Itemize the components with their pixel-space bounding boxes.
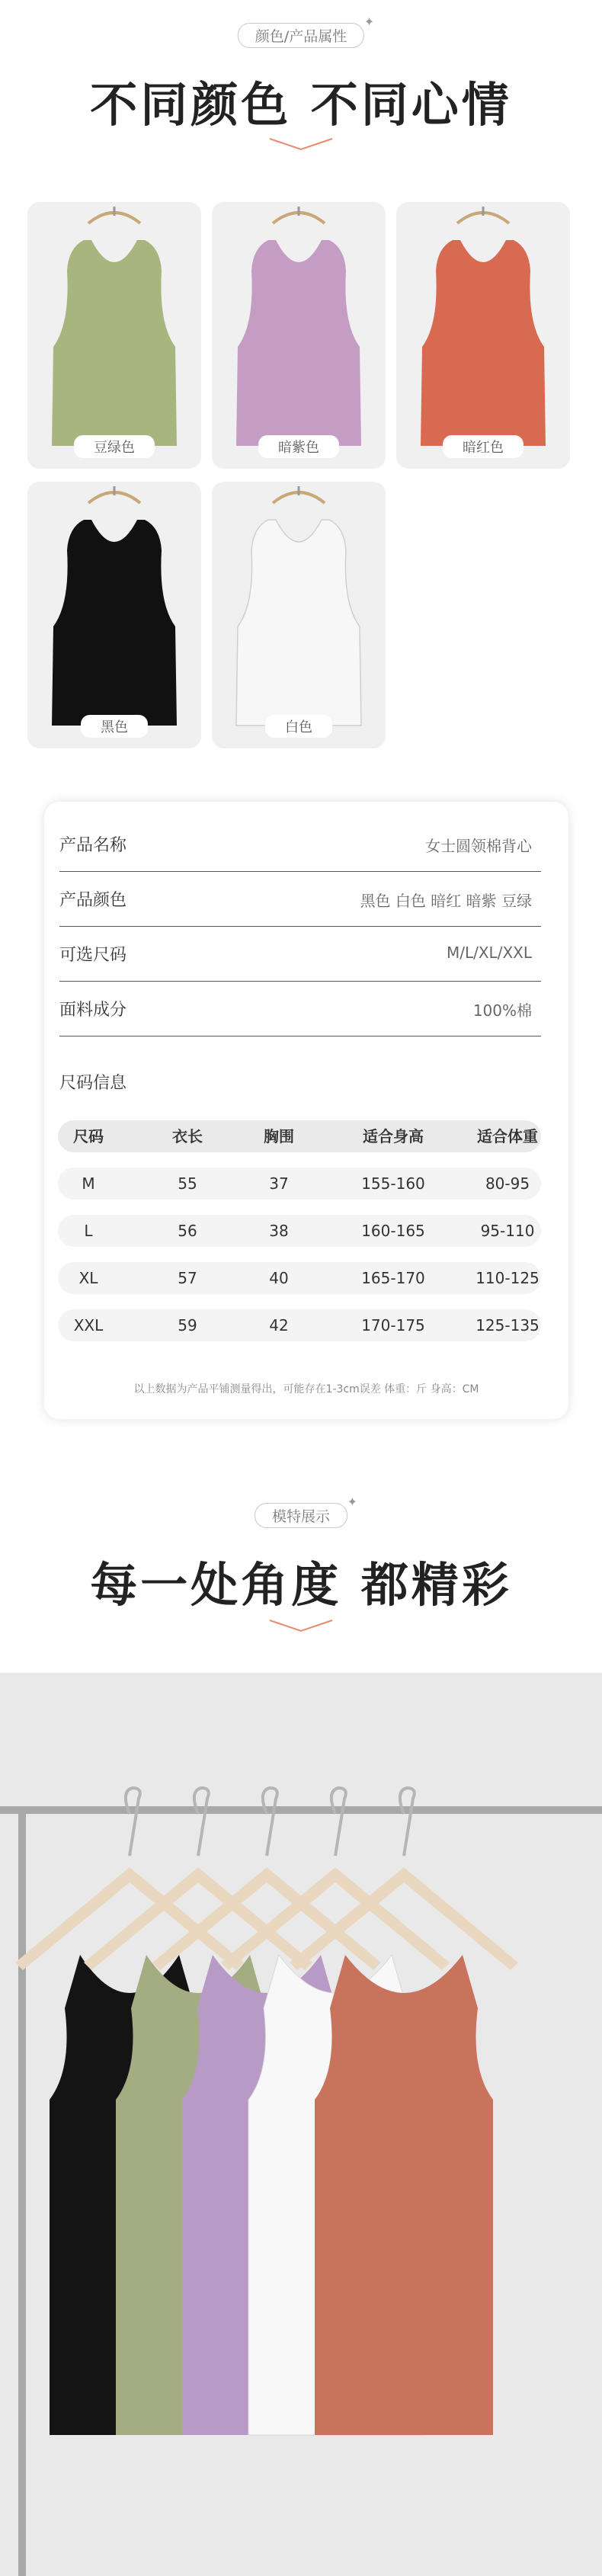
size-table-cell: 胸围 bbox=[264, 1127, 294, 1145]
size-table-cell: 适合体重 bbox=[477, 1127, 538, 1145]
spec-value: 女士圆领棉背心 bbox=[425, 837, 532, 855]
size-table-cell: 170-175 bbox=[361, 1316, 425, 1334]
section-pill-colors bbox=[238, 14, 375, 48]
size-table-row bbox=[58, 1215, 541, 1247]
headline-model: 每一处角度 都精彩 bbox=[90, 1557, 512, 1613]
size-table-cell: 适合身高 bbox=[363, 1127, 424, 1145]
chevron-down-icon bbox=[268, 136, 334, 152]
size-table-row bbox=[58, 1262, 541, 1294]
clothing-rack-bar bbox=[0, 1806, 602, 1814]
size-table-cell: 38 bbox=[269, 1222, 289, 1240]
chevron-down-icon bbox=[268, 1617, 334, 1634]
size-table-cell: 衣长 bbox=[172, 1127, 203, 1145]
color-card-label: 豆绿色 bbox=[74, 435, 155, 458]
size-info-title: 尺码信息 bbox=[59, 1074, 127, 1093]
color-card-white[interactable] bbox=[212, 482, 386, 748]
size-table-cell: 110-125 bbox=[476, 1269, 540, 1287]
size-table-cell: 95-110 bbox=[480, 1222, 535, 1240]
size-table-cell: XXL bbox=[73, 1316, 104, 1334]
color-card-label: 暗紫色 bbox=[258, 435, 339, 458]
section-pill-model bbox=[255, 1495, 358, 1528]
tank-top-image bbox=[27, 202, 201, 469]
spec-panel bbox=[44, 802, 568, 1419]
size-table-cell: 57 bbox=[178, 1269, 197, 1287]
color-card-dark-purple[interactable] bbox=[212, 202, 386, 469]
size-note: 以上数据为产品平铺测量得出，可能存在1-3cm误差 体重：斤 身高：CM bbox=[133, 1383, 479, 1395]
size-table-cell: 80-95 bbox=[485, 1174, 530, 1193]
tank-top-image bbox=[212, 202, 386, 469]
section-pill-label: 颜色/产品属性 bbox=[255, 28, 347, 45]
spec-value: 黑色 白色 暗红 暗紫 豆绿 bbox=[360, 892, 532, 910]
color-card-dark-red[interactable] bbox=[396, 202, 570, 469]
color-card-label: 白色 bbox=[265, 715, 332, 738]
size-table-cell: M bbox=[82, 1174, 95, 1193]
spec-row bbox=[59, 817, 541, 872]
color-card-label: 暗红色 bbox=[443, 435, 524, 458]
spec-key: 产品颜色 bbox=[59, 891, 127, 910]
color-card-bean-green[interactable] bbox=[27, 202, 201, 469]
size-table-cell: 59 bbox=[178, 1316, 197, 1334]
size-table-row bbox=[58, 1309, 541, 1341]
size-table-cell: 40 bbox=[269, 1269, 289, 1287]
color-card-black[interactable] bbox=[27, 482, 201, 748]
spec-key: 产品名称 bbox=[59, 836, 127, 855]
sparkle-icon: ✦ bbox=[347, 1495, 358, 1509]
spec-key: 可选尺码 bbox=[59, 946, 127, 965]
sparkle-icon: ✦ bbox=[363, 14, 375, 29]
size-table-cell: 42 bbox=[269, 1316, 289, 1334]
size-table bbox=[58, 1120, 541, 1357]
size-table-cell: 160-165 bbox=[361, 1222, 425, 1240]
tank-top-image bbox=[212, 482, 386, 748]
size-table-cell: 165-170 bbox=[361, 1269, 425, 1287]
size-table-header bbox=[58, 1120, 541, 1152]
color-card-label: 黑色 bbox=[81, 715, 148, 738]
size-table-cell: 尺码 bbox=[73, 1127, 104, 1145]
size-table-cell: L bbox=[84, 1222, 93, 1240]
spec-value: 100%棉 bbox=[472, 1001, 532, 1020]
size-table-cell: 37 bbox=[269, 1174, 289, 1193]
size-table-cell: XL bbox=[78, 1269, 98, 1287]
spec-value: M/L/XL/XXL bbox=[446, 944, 532, 962]
hanging-tanks-illustration bbox=[0, 1673, 602, 2576]
tank-top-image bbox=[396, 202, 570, 469]
size-table-cell: 56 bbox=[178, 1222, 197, 1240]
size-table-cell: 125-135 bbox=[476, 1316, 540, 1334]
product-photo-hanging-tanks bbox=[0, 1673, 602, 2576]
size-table-cell: 155-160 bbox=[361, 1174, 425, 1193]
spec-key: 面料成分 bbox=[59, 1001, 127, 1020]
headline-colors: 不同颜色 不同心情 bbox=[90, 77, 512, 133]
section-pill-label: 模特展示 bbox=[271, 1508, 331, 1525]
spec-row bbox=[59, 872, 541, 927]
spec-row bbox=[59, 927, 541, 982]
clothing-rack-pole bbox=[18, 1806, 26, 2576]
size-table-cell: 55 bbox=[178, 1174, 197, 1193]
tank-top-image bbox=[27, 482, 201, 748]
size-table-row bbox=[58, 1168, 541, 1200]
spec-row bbox=[59, 982, 541, 1036]
